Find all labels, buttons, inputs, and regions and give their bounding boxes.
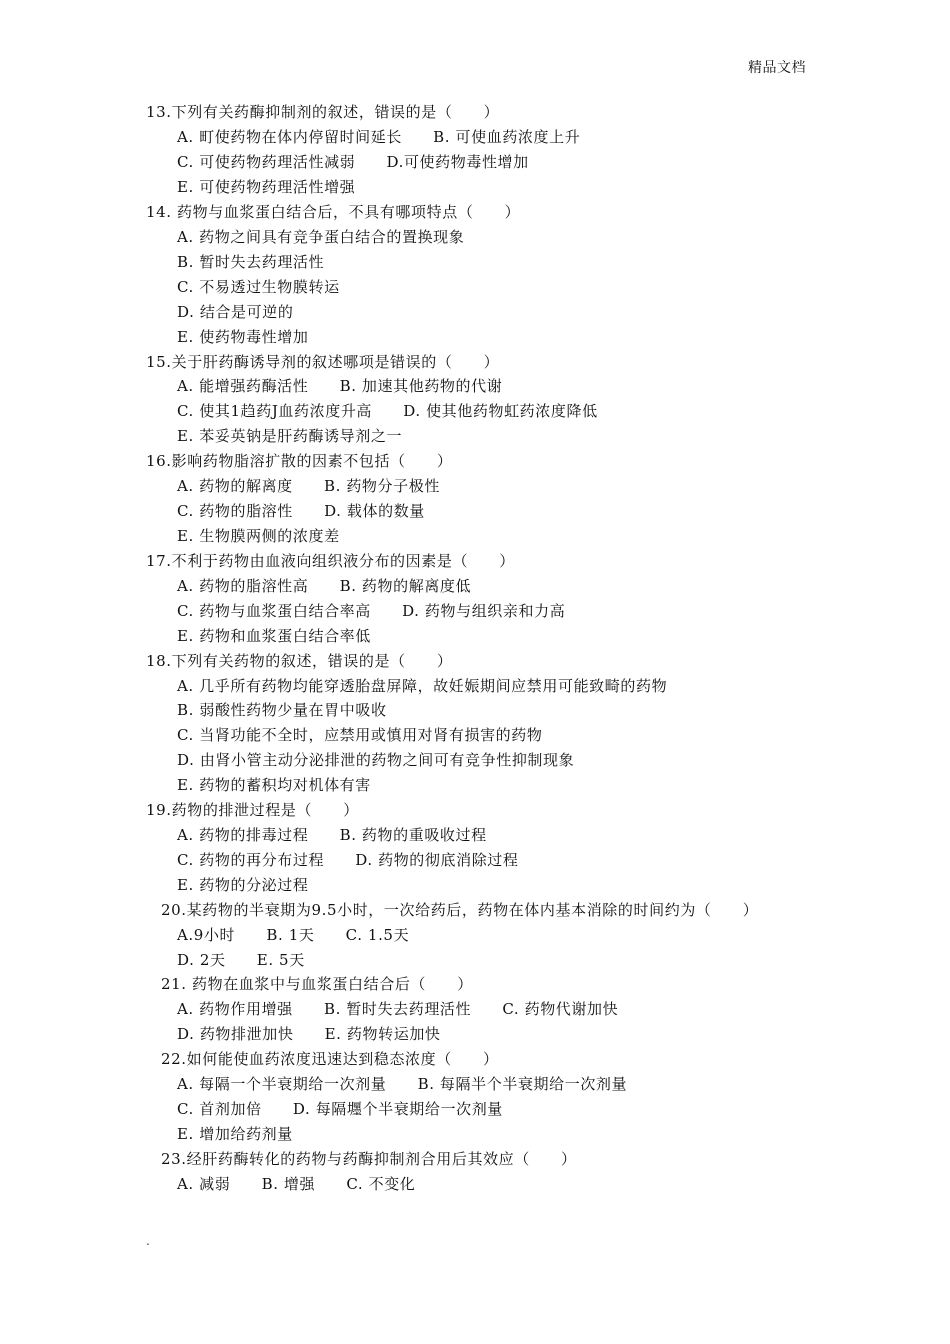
question-option: B. 弱酸性药物少量在胃中吸收 <box>177 701 387 719</box>
question-option: D. 2天 E. 5天 <box>177 951 305 969</box>
question-stem: 21. 药物在血浆中与血浆蛋白结合后（ ） <box>161 975 473 993</box>
question-option: C. 当肾功能不全时，应禁用或慎用对肾有损害的药物 <box>177 726 543 744</box>
question-option: E. 增加给药剂量 <box>177 1125 293 1143</box>
question-option: E. 生物膜两侧的浓度差 <box>177 527 340 545</box>
question-option: A. 药物之间具有竞争蛋白结合的置换现象 <box>177 228 465 246</box>
question-option: C. 药物的脂溶性 D. 载体的数量 <box>177 502 425 520</box>
question-option: A. 能增强药酶活性 B. 加速其他药物的代谢 <box>177 377 503 395</box>
question-option: C. 首剂加倍 D. 每隔壥个半衰期给一次剂量 <box>177 1100 503 1118</box>
question-option: A. 町使药物在体内停留时间延长 B. 可使血药浓度上升 <box>177 128 581 146</box>
question-stem: 22.如何能使血药浓度迅速达到稳态浓度（ ） <box>161 1050 499 1068</box>
question-option: A. 减弱 B. 增强 C. 不变化 <box>177 1175 416 1193</box>
question-option: E. 药物和血浆蛋白结合率低 <box>177 627 371 645</box>
question-option: A.9小时 B. 1天 C. 1.5天 <box>177 926 410 944</box>
header-note: 精品文档 <box>748 60 806 76</box>
question-option: A. 药物的脂溶性高 B. 药物的解离度低 <box>177 577 472 595</box>
question-option: A. 药物的排毒过程 B. 药物的重吸收过程 <box>177 826 487 844</box>
question-stem: 17.不利于药物由血液向组织液分布的因素是（ ） <box>146 552 515 570</box>
question-option: A. 药物作用增强 B. 暂时失去药理活性 C. 药物代谢加快 <box>177 1000 619 1018</box>
question-stem: 16.影响药物脂溶扩散的因素不包括（ ） <box>146 452 453 470</box>
question-stem: 23.经肝药酶转化的药物与药酶抑制剂合用后其效应（ ） <box>161 1150 577 1168</box>
question-option: E. 使药物毒性增加 <box>177 328 309 346</box>
question-stem: 14. 药物与血浆蛋白结合后，不具有哪项特点（ ） <box>146 203 521 221</box>
question-option: E. 药物的蓄积均对机体有害 <box>177 776 371 794</box>
question-stem: 18.下列有关药物的叙述，错误的是（ ） <box>146 652 453 670</box>
question-option: E. 可使药物药理活性增强 <box>177 178 356 196</box>
question-option: C. 不易透过生物膜转运 <box>177 278 340 296</box>
question-option: A. 几乎所有药物均能穿透胎盘屏障，故妊娠期间应禁用可能致畸的药物 <box>177 677 668 695</box>
footer-mark: . <box>146 1234 150 1248</box>
question-option: C. 药物与血浆蛋白结合率高 D. 药物与组织亲和力高 <box>177 602 566 620</box>
question-option: A. 每隔一个半衰期给一次剂量 B. 每隔半个半衰期给一次剂量 <box>177 1075 628 1093</box>
question-option: C. 可使药物药理活性减弱 D.可使药物毒性增加 <box>177 153 529 171</box>
question-stem: 15.关于肝药酶诱导剂的叙述哪项是错误的（ ） <box>146 353 500 371</box>
question-option: E. 苯妥英钠是肝药酶诱导剂之一 <box>177 427 403 445</box>
question-stem: 13.下列有关药酶抑制剂的叙述，错误的是（ ） <box>146 103 500 121</box>
question-option: D. 药物排泄加快 E. 药物转运加快 <box>177 1025 441 1043</box>
question-stem: 20.某药物的半衰期为9.5小时，一次给药后，药物在体内基本消除的时间约为（ ） <box>161 901 759 919</box>
question-option: D. 由肾小管主动分泌排泄的药物之间可有竞争性抑制现象 <box>177 751 575 769</box>
question-option: D. 结合是可逆的 <box>177 303 294 321</box>
question-option: A. 药物的解离度 B. 药物分子极性 <box>177 477 440 495</box>
question-option: B. 暂时失去药理活性 <box>177 253 325 271</box>
question-option: C. 使其1趋药J血药浓度升高 D. 使其他药物虹药浓度降低 <box>177 402 598 420</box>
question-option: E. 药物的分泌过程 <box>177 876 309 894</box>
question-stem: 19.药物的排泄过程是（ ） <box>146 801 359 819</box>
question-option: C. 药物的再分布过程 D. 药物的彻底消除过程 <box>177 851 519 869</box>
